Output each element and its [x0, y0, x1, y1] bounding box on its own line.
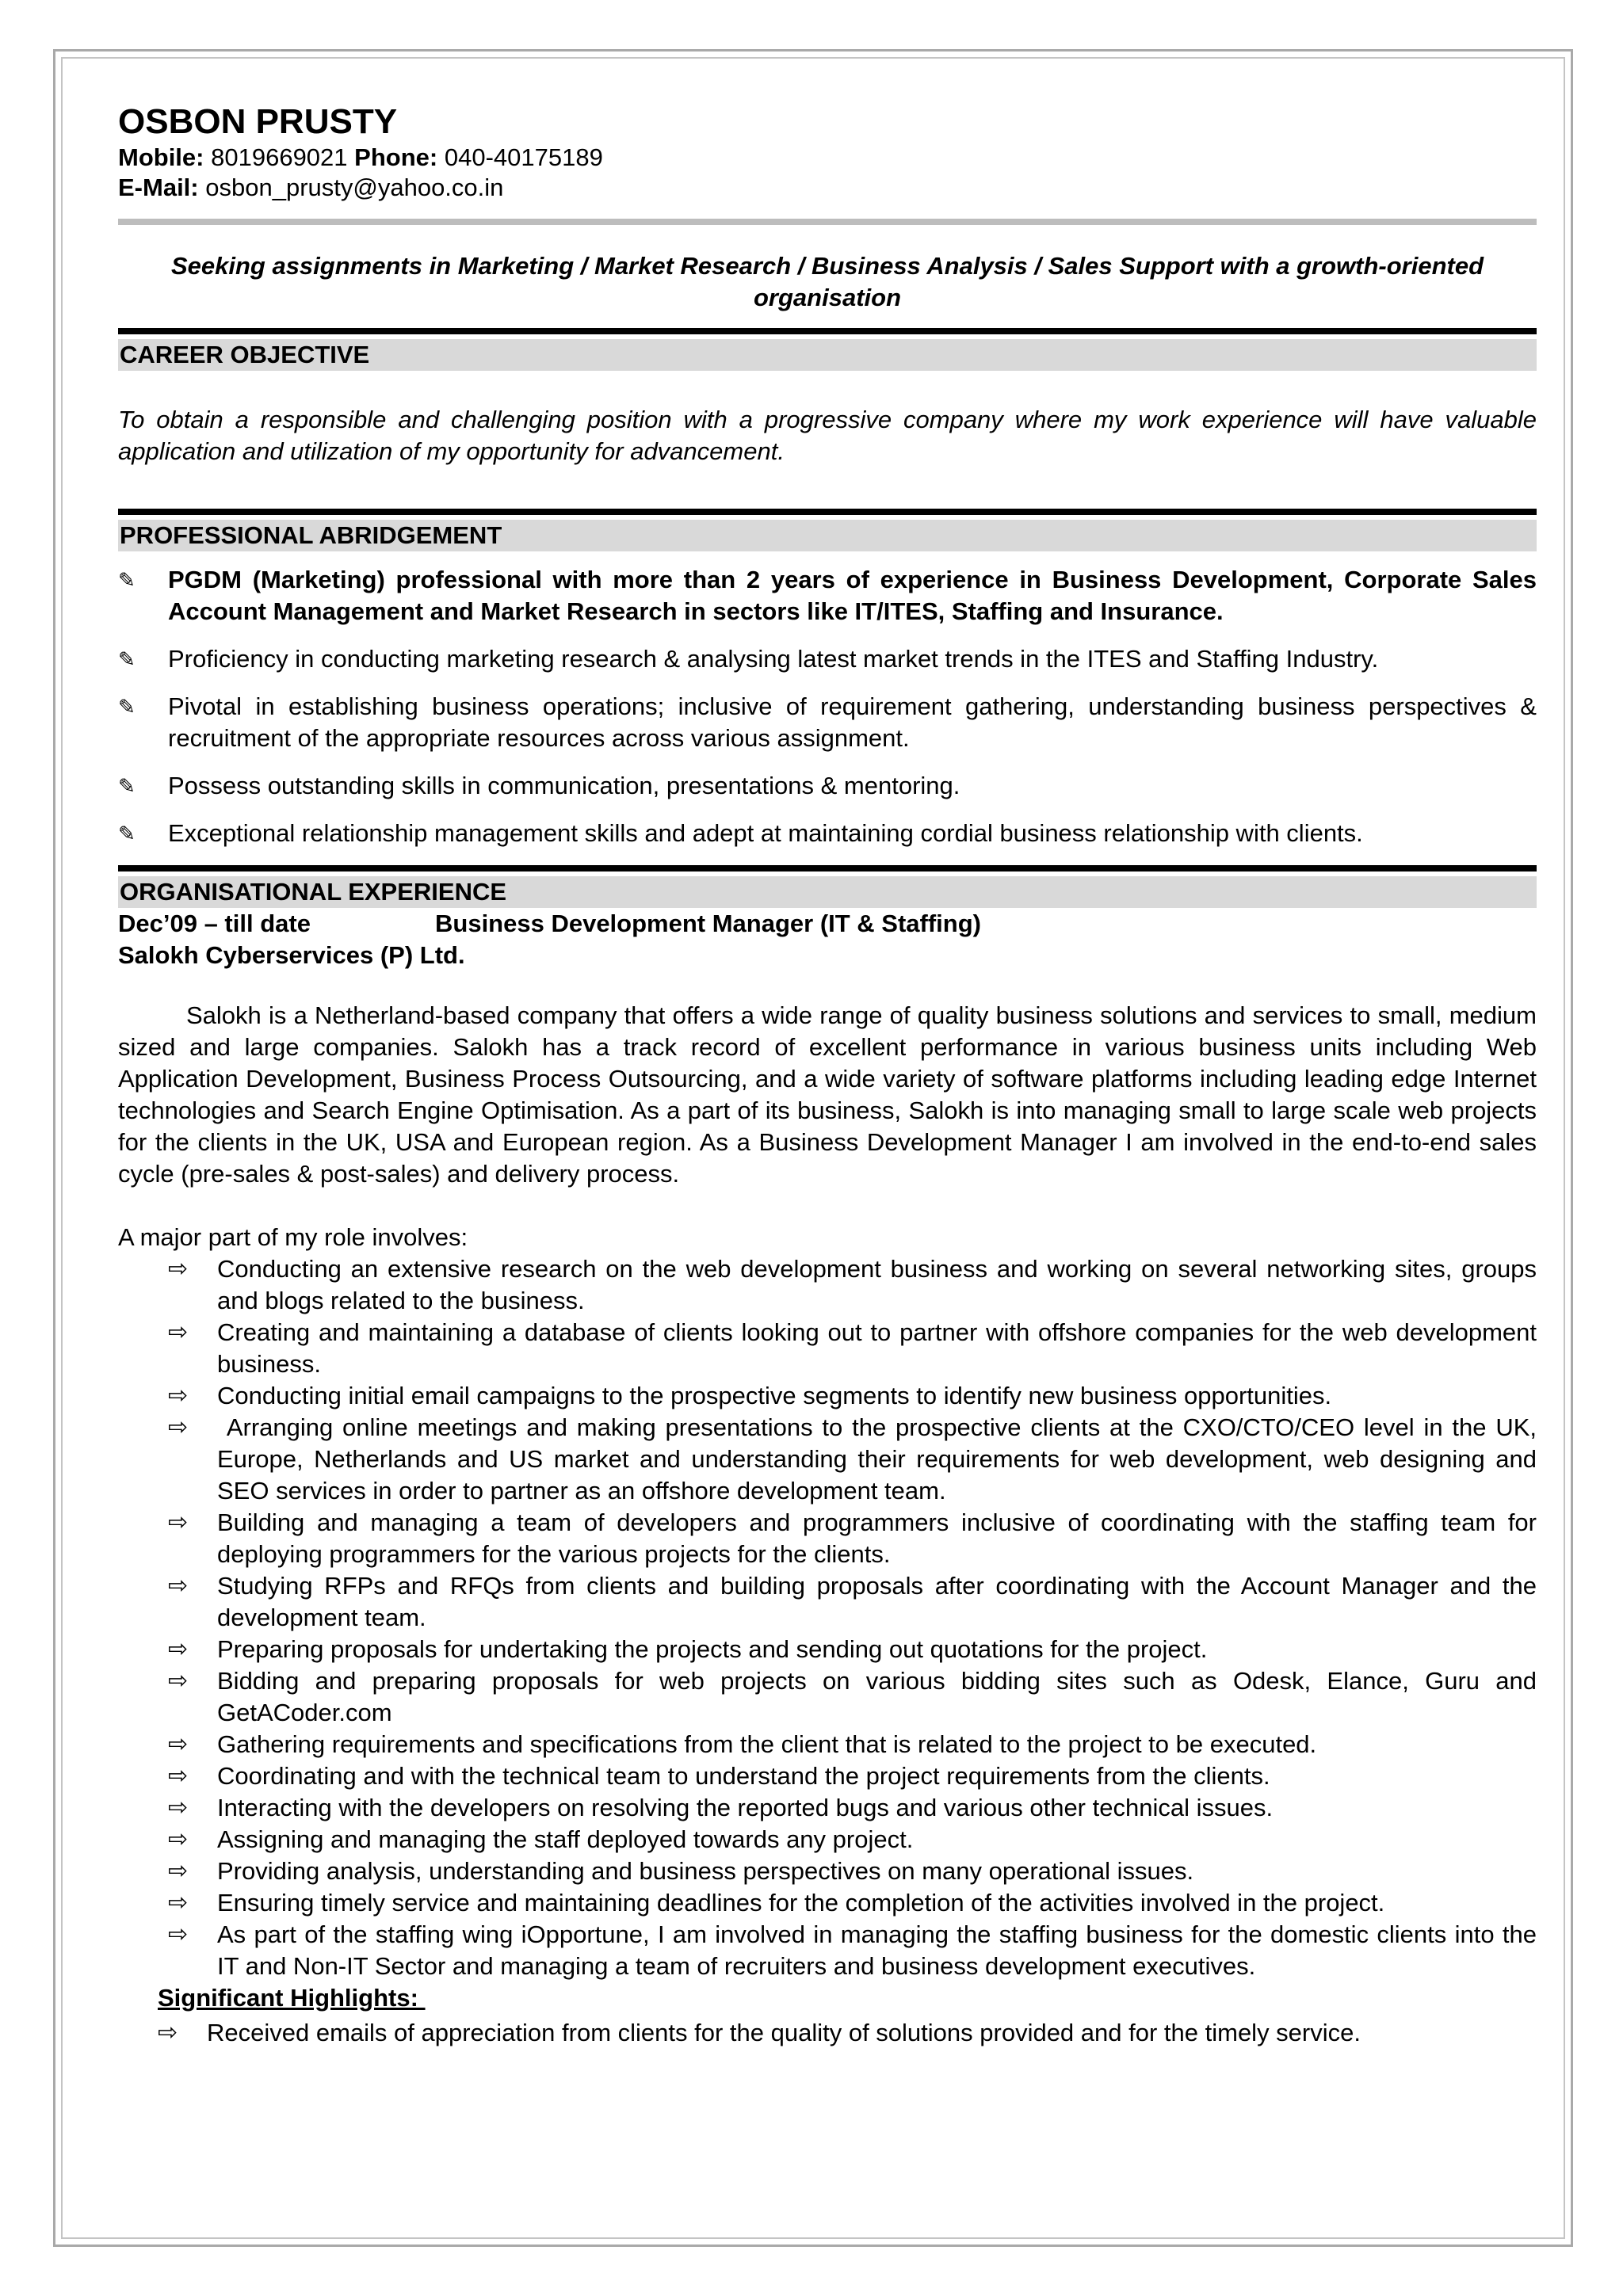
list-item: ⇨ Providing analysis, understanding and business perspectives on many operational issues. [118, 1855, 1537, 1887]
list-item: ⇨ As part of the staffing wing iOpportune, I am involved in managing the staffing business for the domestic clients into the IT and Non-IT Sector and managing a team of recruiters and business development executives. [118, 1919, 1537, 1982]
section-title: CAREER OBJECTIVE [118, 339, 1537, 371]
section-rule [118, 865, 1537, 871]
abridgement-header [118, 509, 1537, 551]
section-title: PROFESSIONAL ABRIDGEMENT [118, 520, 1537, 551]
arrow-right-icon: ⇨ [168, 1636, 189, 1662]
mobile-label: Mobile: [118, 143, 204, 171]
section-rule [118, 509, 1537, 515]
arrow-right-icon: ⇨ [168, 1826, 189, 1852]
list-item: ⇨ Ensuring timely service and maintaining deadlines for the completion of the activities involved in the project. [118, 1887, 1537, 1919]
list-item: ⇨ Received emails of appreciation from clients for the quality of solutions provided and for the timely service. [158, 2017, 1537, 2049]
list-item: ✎ Possess outstanding skills in communication, presentations & mentoring. [118, 770, 1537, 802]
job-period: Dec’09 – till date [118, 910, 311, 937]
arrow-right-icon: ⇨ [168, 1573, 189, 1599]
list-item: ⇨ Conducting an extensive research on the web development business and working on several networking sites, groups and blogs related to the business. [118, 1253, 1537, 1317]
experience-header [118, 865, 1537, 908]
list-item: ⇨ Gathering requirements and specifications from the client that is related to the project to be executed. [118, 1729, 1537, 1760]
company-description: Salokh is a Netherland-based company that offers a wide range of quality business solutions and services to small, medium sized and large companies. Salokh has a track record of excellent performance in various business units including Web Application Development, Business Process Outsourcing, and a wide variety of software platforms including leading edge Internet technologies and Search Engine Optimisation. As a part of its business, Salokh is into managing small to large scale web projects for the clients in the UK, USA and European region. As a Business Development Manager I am involved in the end-to-end sales cycle (pre-sales & post-sales) and delivery process. [118, 1001, 1537, 1188]
list-item: ⇨ Interacting with the developers on resolving the reported bugs and various other technical issues. [118, 1792, 1537, 1824]
pencil-slash-icon: ✎ [118, 822, 136, 845]
list-item: ✎ Exceptional relationship management skills and adept at maintaining cordial business relationship with clients. [118, 818, 1537, 849]
arrow-right-icon: ⇨ [168, 1858, 189, 1884]
arrow-right-icon: ⇨ [168, 1509, 189, 1535]
list-item: ✎ PGDM (Marketing) professional with more than 2 years of experience in Business Development, Corporate Sales Account Management and Market Research in sectors like IT/ITES, Staffing and Insurance. [118, 564, 1537, 627]
arrow-right-icon: ⇨ [168, 1383, 189, 1409]
pencil-slash-icon: ✎ [118, 647, 136, 671]
arrow-right-icon: ⇨ [168, 1890, 189, 1916]
resume-page [118, 101, 1544, 2049]
list-item: ⇨ Bidding and preparing proposals for web projects on various bidding sites such as Odesk, Elance, Guru and GetACoder.com [118, 1665, 1537, 1729]
arrow-right-icon: ⇨ [158, 2019, 178, 2046]
section-title: ORGANISATIONAL EXPERIENCE [118, 876, 1537, 908]
pencil-slash-icon: ✎ [118, 774, 136, 798]
phone-number: 040-40175189 [444, 143, 603, 171]
arrow-right-icon: ⇨ [168, 1731, 189, 1757]
list-item: ⇨ Studying RFPs and RFQs from clients and building proposals after coordinating with the Account Manager and the development team. [118, 1570, 1537, 1634]
list-item: ⇨ Preparing proposals for undertaking the projects and sending out quotations for the project. [118, 1634, 1537, 1665]
mobile-number: 8019669021 [211, 143, 348, 171]
candidate-name: OSBON PRUSTY [118, 102, 398, 141]
contact-phones [118, 143, 1537, 173]
arrow-right-icon: ⇨ [168, 1319, 189, 1345]
career-objective-header [118, 328, 1537, 371]
list-item: ✎ Proficiency in conducting marketing research & analysing latest market trends in the ITES and Staffing Industry. [118, 643, 1537, 675]
arrow-right-icon: ⇨ [168, 1794, 189, 1821]
highlights-title: Significant Highlights: [158, 1984, 426, 2012]
company-name: Salokh Cyberservices (P) Ltd. [118, 941, 465, 969]
arrow-right-icon: ⇨ [168, 1921, 189, 1947]
career-objective-text: To obtain a responsible and challenging position with a progressive company where my work experience will have valuable application and utilization of my opportunity for advancement. [118, 406, 1537, 465]
pencil-slash-icon: ✎ [118, 568, 136, 592]
contact-email [118, 173, 1537, 203]
header-divider [118, 219, 1537, 225]
job-role: Business Development Manager (IT & Staffing) [435, 910, 981, 937]
list-item: ⇨ Building and managing a team of developers and programmers inclusive of coordinating with the staffing team for deploying programmers for the various projects for the clients. [118, 1507, 1537, 1570]
email-address: osbon_prusty@yahoo.co.in [205, 174, 504, 201]
seeking-statement: Seeking assignments in Marketing / Market Research / Business Analysis / Sales Support with a growth-oriented organisation [170, 252, 1484, 311]
abridgement-list [118, 564, 1537, 849]
arrow-right-icon: ⇨ [168, 1668, 189, 1694]
arrow-right-icon: ⇨ [168, 1763, 189, 1789]
list-item: ⇨ Creating and maintaining a database of clients looking out to partner with offshore companies for the web development business. [118, 1317, 1537, 1380]
list-item: ⇨ Conducting initial email campaigns to the prospective segments to identify new business opportunities. [118, 1380, 1537, 1412]
arrow-right-icon: ⇨ [168, 1256, 189, 1282]
list-item: ⇨ Coordinating and with the technical team to understand the project requirements from the clients. [118, 1760, 1537, 1792]
job-period-role [118, 908, 1537, 940]
phone-label: Phone: [354, 143, 438, 171]
role-intro: A major part of my role involves: [118, 1223, 468, 1251]
list-item: ⇨ Arranging online meetings and making presentations to the prospective clients at the CXO/CTO/CEO level in the UK, Europe, Netherlands and US market and understanding their requirements for web development, web designing and SEO services in order to partner as an offshore development team. [118, 1412, 1537, 1507]
arrow-right-icon: ⇨ [168, 1414, 189, 1440]
responsibilities-list [118, 1253, 1544, 1982]
pencil-slash-icon: ✎ [118, 695, 136, 719]
list-item: ⇨ Assigning and managing the staff deployed towards any project. [118, 1824, 1537, 1855]
email-label: E-Mail: [118, 174, 199, 201]
section-rule [118, 328, 1537, 334]
list-item: ✎ Pivotal in establishing business operations; inclusive of requirement gathering, understanding business perspectives & recruitment of the appropriate resources across various assignment. [118, 691, 1537, 754]
